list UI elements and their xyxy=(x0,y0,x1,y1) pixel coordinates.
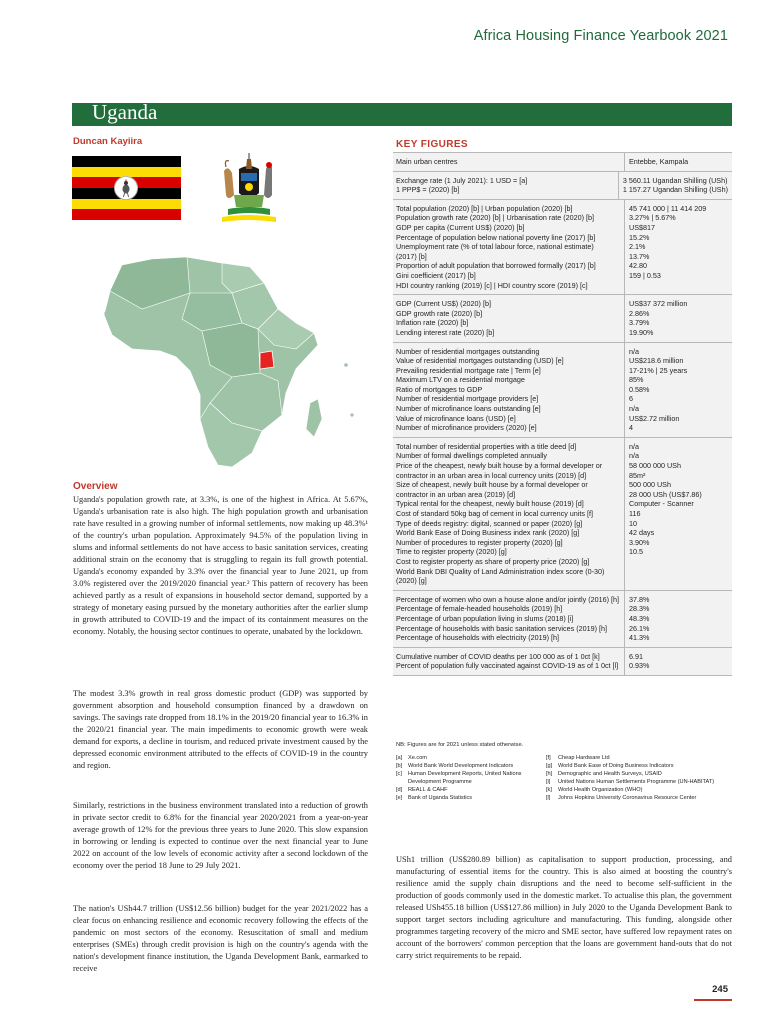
key-figure-value: 85% xyxy=(629,375,644,385)
source-item xyxy=(546,762,732,770)
key-figure-label: 1 PPP$ = (2020) [b] xyxy=(396,185,460,195)
key-figure-label: Cost to register property as share of property price (2020) [g] xyxy=(396,556,590,566)
key-figure-label: GDP (Current US$) (2020) [b] xyxy=(396,299,491,309)
source-text: United Nations Human Settlements Programme (UN-HABITAT) xyxy=(558,779,715,785)
key-figure-value: Entebbe, Kampala xyxy=(629,157,689,166)
source-item xyxy=(396,778,546,786)
key-figure-value: 159 | 0.53 xyxy=(629,270,661,280)
key-figure-label: Total number of residential properties with a title deed [d] xyxy=(396,441,577,451)
key-figures-values xyxy=(625,200,732,294)
key-figure-label: contractor in an urban area in local currency units (2019) [d] xyxy=(396,470,587,480)
key-figure-value: US$817 xyxy=(629,222,655,232)
source-item xyxy=(396,786,546,794)
page-number: 245 xyxy=(712,984,728,995)
key-figure-label: HDI country ranking (2019) [c] | HDI country score (2019) [c] xyxy=(396,280,588,290)
yearbook-title: Africa Housing Finance Yearbook 2021 xyxy=(473,28,728,44)
key-figure-value: US$37 372 million xyxy=(629,299,688,309)
key-figure-label: Number of residential mortgage providers [e] xyxy=(396,394,539,404)
source-key: [g] xyxy=(546,763,553,769)
key-figure-label: Main urban centres xyxy=(396,157,458,166)
source-text: World Bank World Development Indicators xyxy=(408,763,514,769)
key-figure-label: Cost of standard 50kg bag of cement in local currency units [f] xyxy=(396,509,593,518)
overview-paragraph: USh1 trillion (US$280.89 billion) as capitalisation to support production, processing, and manufacturing of essential items for the country. This is also aimed at boosting the country's resilience amid the supply chain disruptions and the need to become self-sufficient in the production of goods commonly used in the domestic market. To actualise this plan, the government released USh455.18 billion (US$127.86 million) in July 2020 to the Uganda Development Bank to support target sectors including agriculture and manufacturing. This funding, alongside other programmes targeting recovery of the micro and SME sector, have suffered low repayment rates on account of the borrowers' common perception that the loans are government hand-outs that do not carry strict requirements to be repaid. xyxy=(396,855,732,960)
overview-paragraph: The modest 3.3% growth in real gross domestic product (GDP) was supported by government absorption and household consumption financed by a drawdown on savings. The savings rate dropped from 18.1% in the 2019/20 financial year to 16.3% in the 2020/21 financial year. The main impediments to economic growth were weak demand for exports, a decline in tourism, and reduced private investment caused by the depressed economic environment attributed to the effects of COVID-19 in the country and region. xyxy=(73,689,368,770)
source-text: Johns Hopkins University Coronavirus Resource Center xyxy=(558,795,697,801)
source-item xyxy=(546,786,732,794)
key-figure-value: 4 xyxy=(629,423,633,433)
key-figure-label: Percentage of population below national poverty line (2017) [b] xyxy=(396,232,596,242)
source-key: [f] xyxy=(546,755,551,761)
key-figures-group xyxy=(393,591,732,648)
uganda-coat-of-arms-icon xyxy=(214,151,284,226)
key-figures-values xyxy=(625,295,732,341)
key-figure-label: Maximum LTV on a residential mortgage xyxy=(396,375,525,385)
key-figure-label: Number of microfinance providers (2020) [e] xyxy=(396,423,537,433)
key-figure-value: 13.7% xyxy=(629,251,650,261)
key-figure-value: 10 xyxy=(629,518,637,528)
source-text: Human Development Reports, United Nations xyxy=(408,771,522,777)
key-figure-label: Percentage of households with electricity (2019) [h] xyxy=(396,633,560,643)
source-key: [l] xyxy=(546,795,551,801)
key-figure-label: Size of cheapest, newly built house by a formal developer or xyxy=(396,480,588,490)
key-figure-label: World Bank Ease of Doing Business index rank (2020) [g] xyxy=(396,528,580,538)
source-item xyxy=(396,762,546,770)
key-figure-label: Ratio of mortgages to GDP xyxy=(396,384,483,394)
key-figure-label: Number of procedures to register property (2020) [g] xyxy=(396,537,563,547)
key-figure-label: Lending interest rate (2020) [b] xyxy=(396,327,495,337)
crane-emblem-icon xyxy=(114,176,138,200)
key-figure-value: 42 days xyxy=(629,528,655,538)
key-figures-labels xyxy=(393,438,625,590)
sources-right-column xyxy=(546,754,732,802)
source-text: Xe.com xyxy=(408,755,427,761)
source-key: [i] xyxy=(546,779,551,785)
key-figure-value: 37.8% xyxy=(629,594,650,604)
key-figure-value: 15.2% xyxy=(629,232,650,242)
key-figure-label: GDP growth rate (2020) [b] xyxy=(396,308,483,318)
africa-map-icon xyxy=(82,253,372,475)
source-item xyxy=(546,754,732,762)
key-figure-value: 1 157.27 Ugandan Shilling (USh) xyxy=(622,185,728,195)
key-figure-label: Percent of population fully vaccinated against COVID-19 as of 1 0ct [l] xyxy=(396,661,619,671)
key-figure-label: contractor in an urban area (2019) [d] xyxy=(396,489,516,499)
key-figures-labels xyxy=(393,153,625,171)
key-figures-labels xyxy=(393,200,625,294)
key-figures-group xyxy=(393,438,732,591)
key-figure-value: 6 xyxy=(629,394,633,404)
source-text: Cheap Hardware Ltd xyxy=(558,755,610,761)
key-figure-value: 17-21% | 25 years xyxy=(629,365,688,375)
source-key: [h] xyxy=(546,771,553,777)
uganda-highlight xyxy=(260,351,274,369)
key-figure-label: Population growth rate (2020) [b] | Urbanisation rate (2020) [b] xyxy=(396,213,595,223)
key-figure-value: 10.5 xyxy=(629,547,643,557)
key-figures-labels xyxy=(393,648,625,675)
key-figure-label: Typical rental for the cheapest, newly built house (2019) [d] xyxy=(396,499,584,509)
key-figure-value: n/a xyxy=(629,346,639,356)
key-figures-group xyxy=(393,153,732,172)
source-key: [d] xyxy=(396,787,403,793)
key-figure-value: US$2.72 million xyxy=(629,413,680,423)
key-figures-group xyxy=(393,648,732,676)
key-figure-label: GDP per capita (Current US$) (2020) [b] xyxy=(396,222,525,232)
key-figure-label: Type of deeds registry: digital, scanned or paper (2020) [g] xyxy=(396,518,583,528)
key-figures-labels xyxy=(393,591,625,647)
key-figures-labels xyxy=(393,343,625,437)
key-figure-value: 6.91 xyxy=(629,651,643,661)
overview-paragraph: Similarly, restrictions in the business environment translated into a reduction of growth in private sector credit to 6.8% for the financial year 2020/2021 from a year-on-year average growth of 12% for the previous three years to June 2020. This slow expansion in borrowing or lending is expected to continue over the next financial year to June 2022 on account of the low levels of economic activity after a second lockdown of the economy over the period 18 June to 29 July 2021. xyxy=(73,801,368,870)
key-figure-label: Percentage of urban population living in slums (2018) [i] xyxy=(396,613,574,623)
source-item xyxy=(546,770,732,778)
key-figures-table xyxy=(393,152,732,676)
source-key xyxy=(396,778,408,786)
key-figure-value: 45 741 000 | 11 414 209 xyxy=(629,203,707,213)
key-figures-group xyxy=(393,343,732,438)
key-figure-label: Number of microfinance loans outstanding [e] xyxy=(396,404,541,414)
key-figure-value: 2.86% xyxy=(629,308,650,318)
key-figure-label: Percentage of women who own a house alone and/or jointly (2016) [h] xyxy=(396,594,619,604)
source-item xyxy=(396,794,546,802)
key-figure-label: Prevailing residential mortgage rate | Term [e] xyxy=(396,365,541,375)
key-figure-value: 0.58% xyxy=(629,384,650,394)
key-figure-label: (2020) [g] xyxy=(396,576,427,586)
key-figure-label: Exchange rate (1 July 2021): 1 USD = [a] xyxy=(396,175,528,185)
key-figures-labels xyxy=(393,172,619,199)
key-figures-values xyxy=(619,172,732,199)
source-key: [a] xyxy=(396,755,403,761)
source-item xyxy=(546,794,732,802)
source-key: [e] xyxy=(396,795,403,801)
key-figure-label: World Bank DBI Quality of Land Administration index score (0-30) xyxy=(396,566,605,576)
source-key: [b] xyxy=(396,763,403,769)
key-figures-values xyxy=(625,648,732,675)
key-figure-value: 41.3% xyxy=(629,633,650,643)
overview-paragraph: Uganda's population growth rate, at 3.3%, is one of the highest in Africa. At 5.67%, Uganda's urbanisation rate is also high. The high population growth and urbanisation rate have resulted in a growing number of informal settlements, now making up 48.3%¹ of the country's urban population. Approximately 94.5% of the population living in slums and informal settlements do not have access to basic sanitation services, creating additional strain on the economy that is struggling to regain its full growth potential. Uganda's economy expanded by 3.3% over the financial year to June 2021, up from 3.0% registered over the 2019/2020 financial year.² This pattern of recovery has been achieved partly as a result of expansions in household sector demand, supported by a strategy of monetary easing pursued by the monetary authorities after the earlier slump in growth attributed to COVID-19 and the impact of its containment measures on the economy. Notably, the housing sector continues to operate, unabated by the lockdown. xyxy=(73,495,368,636)
source-key: [c] xyxy=(396,771,402,777)
overview-heading: Overview xyxy=(73,481,118,492)
key-figure-value: 42.80 xyxy=(629,261,647,271)
key-figure-label: Number of formal dwellings completed annually xyxy=(396,451,548,461)
key-figure-value: 3.27% | 5.67% xyxy=(629,213,676,223)
key-figure-value: 48.3% xyxy=(629,613,650,623)
key-figure-value: 3 560.11 Ugandan Shilling (USh) xyxy=(622,175,728,185)
key-figure-label: Value of residential mortgages outstanding (USD) [e] xyxy=(396,356,564,366)
key-figure-label: Time to register property (2020) [g] xyxy=(396,547,507,557)
key-figures-note: NB: Figures are for 2021 unless stated otherwise. xyxy=(396,742,524,748)
key-figure-value: Computer - Scanner xyxy=(629,499,694,509)
author-name: Duncan Kayiira xyxy=(73,136,143,147)
key-figure-value: 3.79% xyxy=(629,318,650,328)
key-figure-value: 28.3% xyxy=(629,604,650,614)
page-number-rule xyxy=(694,999,732,1001)
key-figure-value: 28 000 USh (US$7.86) xyxy=(629,489,702,499)
key-figure-label: Unemployment rate (% of total labour force, national estimate) xyxy=(396,242,594,252)
key-figure-value: US$218.6 million xyxy=(629,356,684,366)
key-figure-label: Gini coefficient (2017) [b] xyxy=(396,270,476,280)
key-figure-value: 116 xyxy=(629,509,641,518)
key-figure-label: Percentage of female-headed households (2019) [h] xyxy=(396,604,563,614)
source-item xyxy=(396,754,546,762)
key-figures-values xyxy=(625,343,732,437)
key-figure-value: 19.90% xyxy=(629,327,654,337)
key-figure-value: 3.90% xyxy=(629,537,650,547)
key-figure-value: 58 000 000 USh xyxy=(629,461,681,471)
source-text: Bank of Uganda Statistics xyxy=(408,795,473,801)
key-figure-label: Inflation rate (2020) [b] xyxy=(396,318,469,328)
source-text: REALL & CAHF xyxy=(408,787,448,793)
key-figure-label: Proportion of adult population that borrowed formally (2017) [b] xyxy=(396,261,596,271)
key-figures-group xyxy=(393,172,732,200)
key-figures-group xyxy=(393,295,732,342)
key-figure-value: 2.1% xyxy=(629,242,646,252)
key-figures-heading: KEY FIGURES xyxy=(396,139,469,150)
key-figure-value: 85m² xyxy=(629,470,646,480)
overview-paragraph: The nation's USh44.7 trillion (US$12.56 billion) budget for the year 2021/2022 has a clear focus on enhancing resilience and economic recovery following the effects of the pandemic on most sectors of the economy. Resuscitation of small and medium enterprises (SMEs) through credit provision is high on the country's agenda with the nation's development finance institution, the Uganda Development Bank, earmarked to receive xyxy=(73,904,368,973)
source-text: Development Programme xyxy=(408,779,472,785)
country-title-bar xyxy=(72,100,732,126)
sources-left-column xyxy=(396,754,546,802)
uganda-flag-icon xyxy=(72,156,181,220)
key-figure-label: Percentage of households with basic sanitation services (2019) [h] xyxy=(396,623,607,633)
key-figures-values xyxy=(625,591,732,647)
key-figures-values xyxy=(625,438,732,590)
key-figure-value: n/a xyxy=(629,404,639,414)
key-figure-value: n/a xyxy=(629,451,639,461)
key-figure-label: Price of the cheapest, newly built house by a formal developer or xyxy=(396,461,603,471)
country-title: Uganda xyxy=(92,100,158,124)
key-figure-value: 26.1% xyxy=(629,623,650,633)
key-figure-label: Value of microfinance loans (USD) [e] xyxy=(396,413,516,423)
key-figure-label: Cumulative number of COVID deaths per 100 000 as of 1 0ct [k] xyxy=(396,651,600,661)
key-figures-group xyxy=(393,200,732,295)
source-text: World Health Organization (WHO) xyxy=(558,787,643,793)
key-figure-label: Total population (2020) [b] | Urban population (2020) [b] xyxy=(396,203,573,213)
source-key: [k] xyxy=(546,787,552,793)
key-figure-value: 500 000 USh xyxy=(629,480,671,490)
key-figure-value: 0.93% xyxy=(629,661,650,671)
source-text: World Bank Ease of Doing Business Indicators xyxy=(558,763,674,769)
key-figure-value: n/a xyxy=(629,441,639,451)
source-item xyxy=(396,770,546,778)
source-text: Demographic and Health Surveys, USAID xyxy=(558,771,662,777)
key-figures-values xyxy=(625,153,732,171)
key-figures-labels xyxy=(393,295,625,341)
source-item xyxy=(546,778,732,786)
key-figure-label: (2017) [b] xyxy=(396,251,427,261)
key-figure-label: Number of residential mortgages outstanding xyxy=(396,346,540,356)
